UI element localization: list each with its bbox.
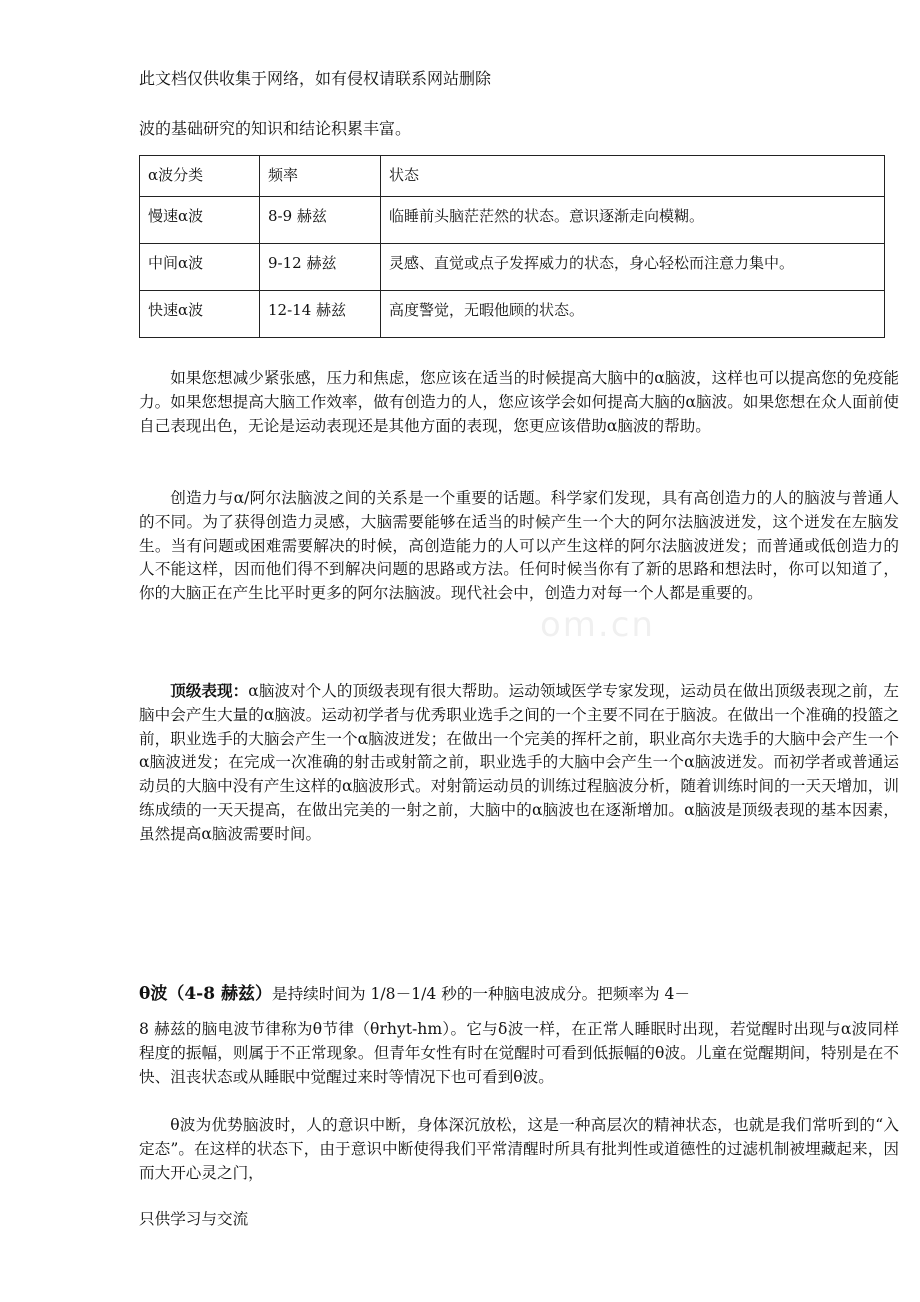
intro-line: 波的基础研究的知识和结论积累丰富。 xyxy=(139,119,412,138)
table-cell: 慢速α波 xyxy=(140,197,260,244)
theta-heading: θ波（4-8 赫兹） xyxy=(139,984,272,1004)
footer-note: 只供学习与交流 xyxy=(139,1210,249,1228)
watermark: om.cn xyxy=(540,605,655,645)
table-cell: 中间α波 xyxy=(140,244,260,291)
table-cell: 8-9 赫兹 xyxy=(260,197,381,244)
paragraph-theta-intro xyxy=(139,983,899,1007)
table-header-row xyxy=(140,156,885,197)
alpha-wave-table xyxy=(139,155,885,338)
table-row xyxy=(140,291,885,338)
table-row xyxy=(140,244,885,291)
table-header-cell: α波分类 xyxy=(140,156,260,197)
table-cell: 临睡前头脑茫茫然的状态。意识逐渐走向模糊。 xyxy=(381,197,885,244)
paragraph-text: 是持续时间为 1/8－1/4 秒的一种脑电波成分。把频率为 4－ xyxy=(271,985,691,1003)
paragraph-text: θ波为优势脑波时，人的意识中断，身体深沉放松，这是一种高层次的精神状态，也就是我们常听到的“入定态”。在这样的状态下，由于意识中断使得我们平常清醒时所具有批判性或道德性的过滤机制被埋藏起来，因而大开心灵之门， xyxy=(139,1116,899,1182)
paragraph-performance xyxy=(139,679,899,847)
table-cell: 高度警觉，无暇他顾的状态。 xyxy=(381,291,885,338)
paragraph-theta-state xyxy=(139,1114,899,1185)
table-header-cell: 频率 xyxy=(260,156,381,197)
table-header-cell: 状态 xyxy=(381,156,885,197)
paragraph-text: 创造力与α/阿尔法脑波之间的关系是一个重要的话题。科学家们发现，具有高创造力的人的脑波与普通人的不同。为了获得创造力灵感，大脑需要能够在适当的时候产生一个大的阿尔法脑波迸发，这个迸发在左脑发生。当有问题或困难需要解决的时候，高创造能力的人可以产生这样的阿尔法脑波迸发；而普通或低创造力的人不能这样，因而他们得不到解决问题的思路或方法。任何时候当你有了新的思路和想法时，你可以知道了，你的大脑正在产生比平时更多的阿尔法脑波。现代社会中，创造力对每一个人都是重要的。 xyxy=(139,489,899,603)
paragraph-stress xyxy=(139,367,899,438)
table-row xyxy=(140,197,885,244)
table-cell: 12-14 赫兹 xyxy=(260,291,381,338)
paragraph-creativity xyxy=(139,487,899,606)
table-cell: 灵感、直觉或点子发挥威力的状态，身心轻松而注意力集中。 xyxy=(381,244,885,291)
paragraph-text: 8 赫兹的脑电波节律称为θ节律（θrhyt-hm）。它与δ波一样，在正常人睡眠时出现，若觉醒时出现与α波同样程度的振幅，则属于不正常现象。但青年女性有时在觉醒时可看到低振幅的θ波。儿童在觉醒期间，特别是在不快、沮丧状态或从睡眠中觉醒过来时等情况下也可看到θ波。 xyxy=(139,1020,899,1086)
table-cell: 快速α波 xyxy=(140,291,260,338)
table-cell: 9-12 赫兹 xyxy=(260,244,381,291)
paragraph-text: α脑波对个人的顶级表现有很大帮助。运动领域医学专家发现，运动员在做出顶级表现之前，左脑中会产生大量的α脑波。运动初学者与优秀职业选手之间的一个主要不同在于脑波。在做出一个准确的投篮之前，职业选手的大脑会产生一个α脑波迸发；在做出一个完美的挥杆之前，职业高尔夫选手的大脑中会产生一个α脑波迸发；在完成一次准确的射击或射箭之前，职业选手的大脑中会产生一个α脑波迸发。而初学者或普通运动员的大脑中没有产生这样的α脑波形式。对射箭运动员的训练过程脑波分析，随着训练时间的一天天增加，训练成绩的一天天提高，在做出完美的一射之前，大脑中的α脑波也在逐渐增加。α脑波是顶级表现的基本因素，虽然提高α脑波需要时间。 xyxy=(139,682,899,843)
header-note: 此文档仅供收集于网络，如有侵权请联系网站删除 xyxy=(139,69,492,88)
paragraph-text: 如果您想减少紧张感，压力和焦虑，您应该在适当的时候提高大脑中的α脑波，这样也可以提高您的免疫能力。如果您想提高大脑工作效率，做有创造力的人，您应该学会如何提高大脑的α脑波。如果您想在众人面前使自己表现出色，无论是运动表现还是其他方面的表现，您更应该借助α脑波的帮助。 xyxy=(139,369,899,435)
paragraph-theta-body xyxy=(139,1018,899,1089)
section-label: 顶级表现： xyxy=(170,681,249,700)
